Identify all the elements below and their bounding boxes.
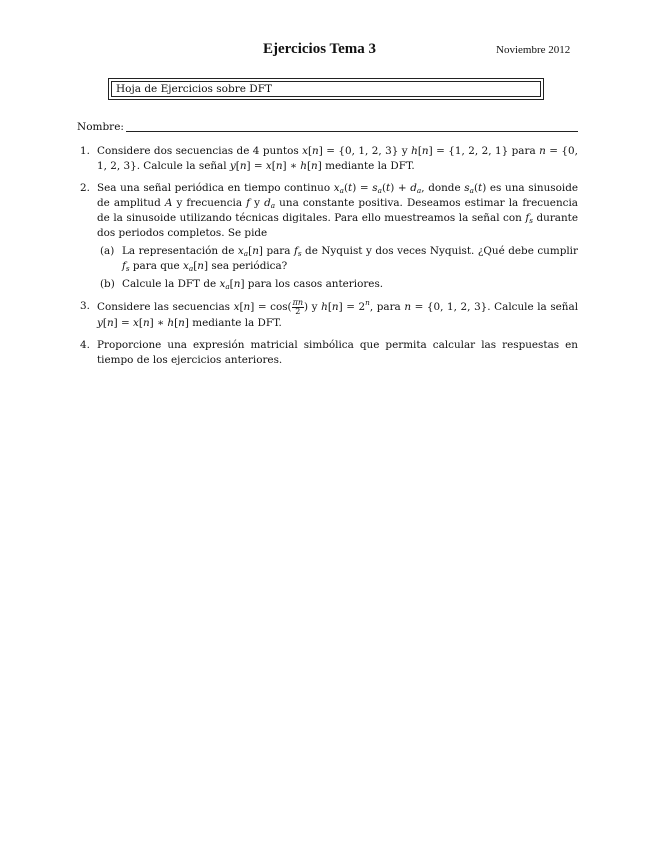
exercise-text: mediante la DFT. [188,317,282,329]
date-label: Noviembre 2012 [496,44,571,56]
exercise-text: Proporcione una expresión matricial simbólica que permita calcular las respuestas en tiempo de los ejercicios anteriores. [97,339,578,366]
math-amplitude: A [164,197,173,209]
exercise-text: para [508,145,540,157]
exercise-text: y [308,301,322,313]
exercise-1 [80,144,578,174]
page-title: Ejercicios Tema 3 [263,41,377,57]
exercise-text: Considere dos secuencias de 4 puntos [97,145,303,157]
exercise-text: . Calcule la señal [487,301,579,313]
exercise-text: , donde [421,182,465,194]
exercise-text: . Calcule la señal [136,160,230,172]
subitem-text: para los casos anteriores. [244,278,384,290]
subitem-text: para que [129,260,184,272]
name-input-line[interactable] [126,131,578,132]
exercise-text: durante dos periodos completos. Se pide [97,212,579,239]
exercise-text: y frecuencia [172,197,247,209]
exercise-number: 2. [80,182,90,194]
heading-box: Hoja de Ejercicios sobre DFT [111,81,541,97]
name-label: Nombre: [77,121,124,133]
math-exponential-sequence: $h[n] = 2^n$ [321,298,370,313]
subitem-text: Calcule la DFT de [122,278,220,290]
math-frequency: f [246,197,251,209]
exercise-text: mediante la DFT. [321,160,415,172]
subitem-label: (b) [100,278,115,290]
math-signal-def: $x_a(t) = s_a(t) + d_a$ [333,182,422,195]
subitem-text: de Nyquist y dos veces Nyquist. ¿Qué debe cumplir [301,245,578,257]
math-convolution: y[n] = x[n] ∗ h[n] [97,317,189,329]
math-h-sequence: h[n] = {1, 2, 2, 1} [411,145,509,157]
exercise-2 [80,181,578,292]
exercise-text: y [398,145,412,157]
subitem-text: para [262,245,294,257]
exercise-list [80,144,578,375]
subitem-text: La representación de [122,245,238,257]
math-sinusoid: $s_a(t)$ [464,182,487,195]
math-n-range: n = {0, 1, 2, 3} [404,301,488,313]
math-x-sequence: x[n] = {0, 1, 2, 3} [302,145,399,157]
exercise-text: una constante positiva. Deseamos estimar la frecuencia de la sinusoide utilizando técnicas digitales. Para ello muestreamos la señal con [97,197,578,224]
exercise-number: 4. [80,339,90,351]
math-sampling-freq: $f_s$ [122,260,130,273]
math-sampling-freq: $f_s$ [525,212,533,225]
subitem-b [97,277,578,292]
subitem-label: (a) [100,245,115,257]
exercise-number: 1. [80,145,90,157]
exercise-3 [80,299,578,331]
math-sampling-freq: $f_s$ [293,245,302,258]
exercise-text: es una sinusoide de amplitud [97,182,579,209]
math-convolution: y[n] = x[n] ∗ h[n] [229,160,322,172]
math-sampled-signal: $x_a[n]$ [219,278,245,291]
math-sampled-signal: $x_a[n]$ [237,245,263,258]
exercise-text: Sea una señal periódica en tiempo continuo [97,182,334,194]
exercise-text: y [250,197,265,209]
subitem-a [97,244,578,274]
exercise-number: 3. [80,300,90,312]
math-cosine-sequence: x[n] = cos( $\frac{\pi n}{2}$ ) [233,298,309,316]
exercise-text: , para [369,301,405,313]
math-offset: $d_a$ [264,197,276,210]
math-sampled-signal: $x_a[n]$ [183,260,209,273]
subitem-text: sea periódica? [208,260,288,272]
exercise-text: Considere las secuencias [97,301,234,313]
math-n-range: n = {0, 1, 2, 3} [97,145,578,172]
exercise-4 [80,338,578,368]
